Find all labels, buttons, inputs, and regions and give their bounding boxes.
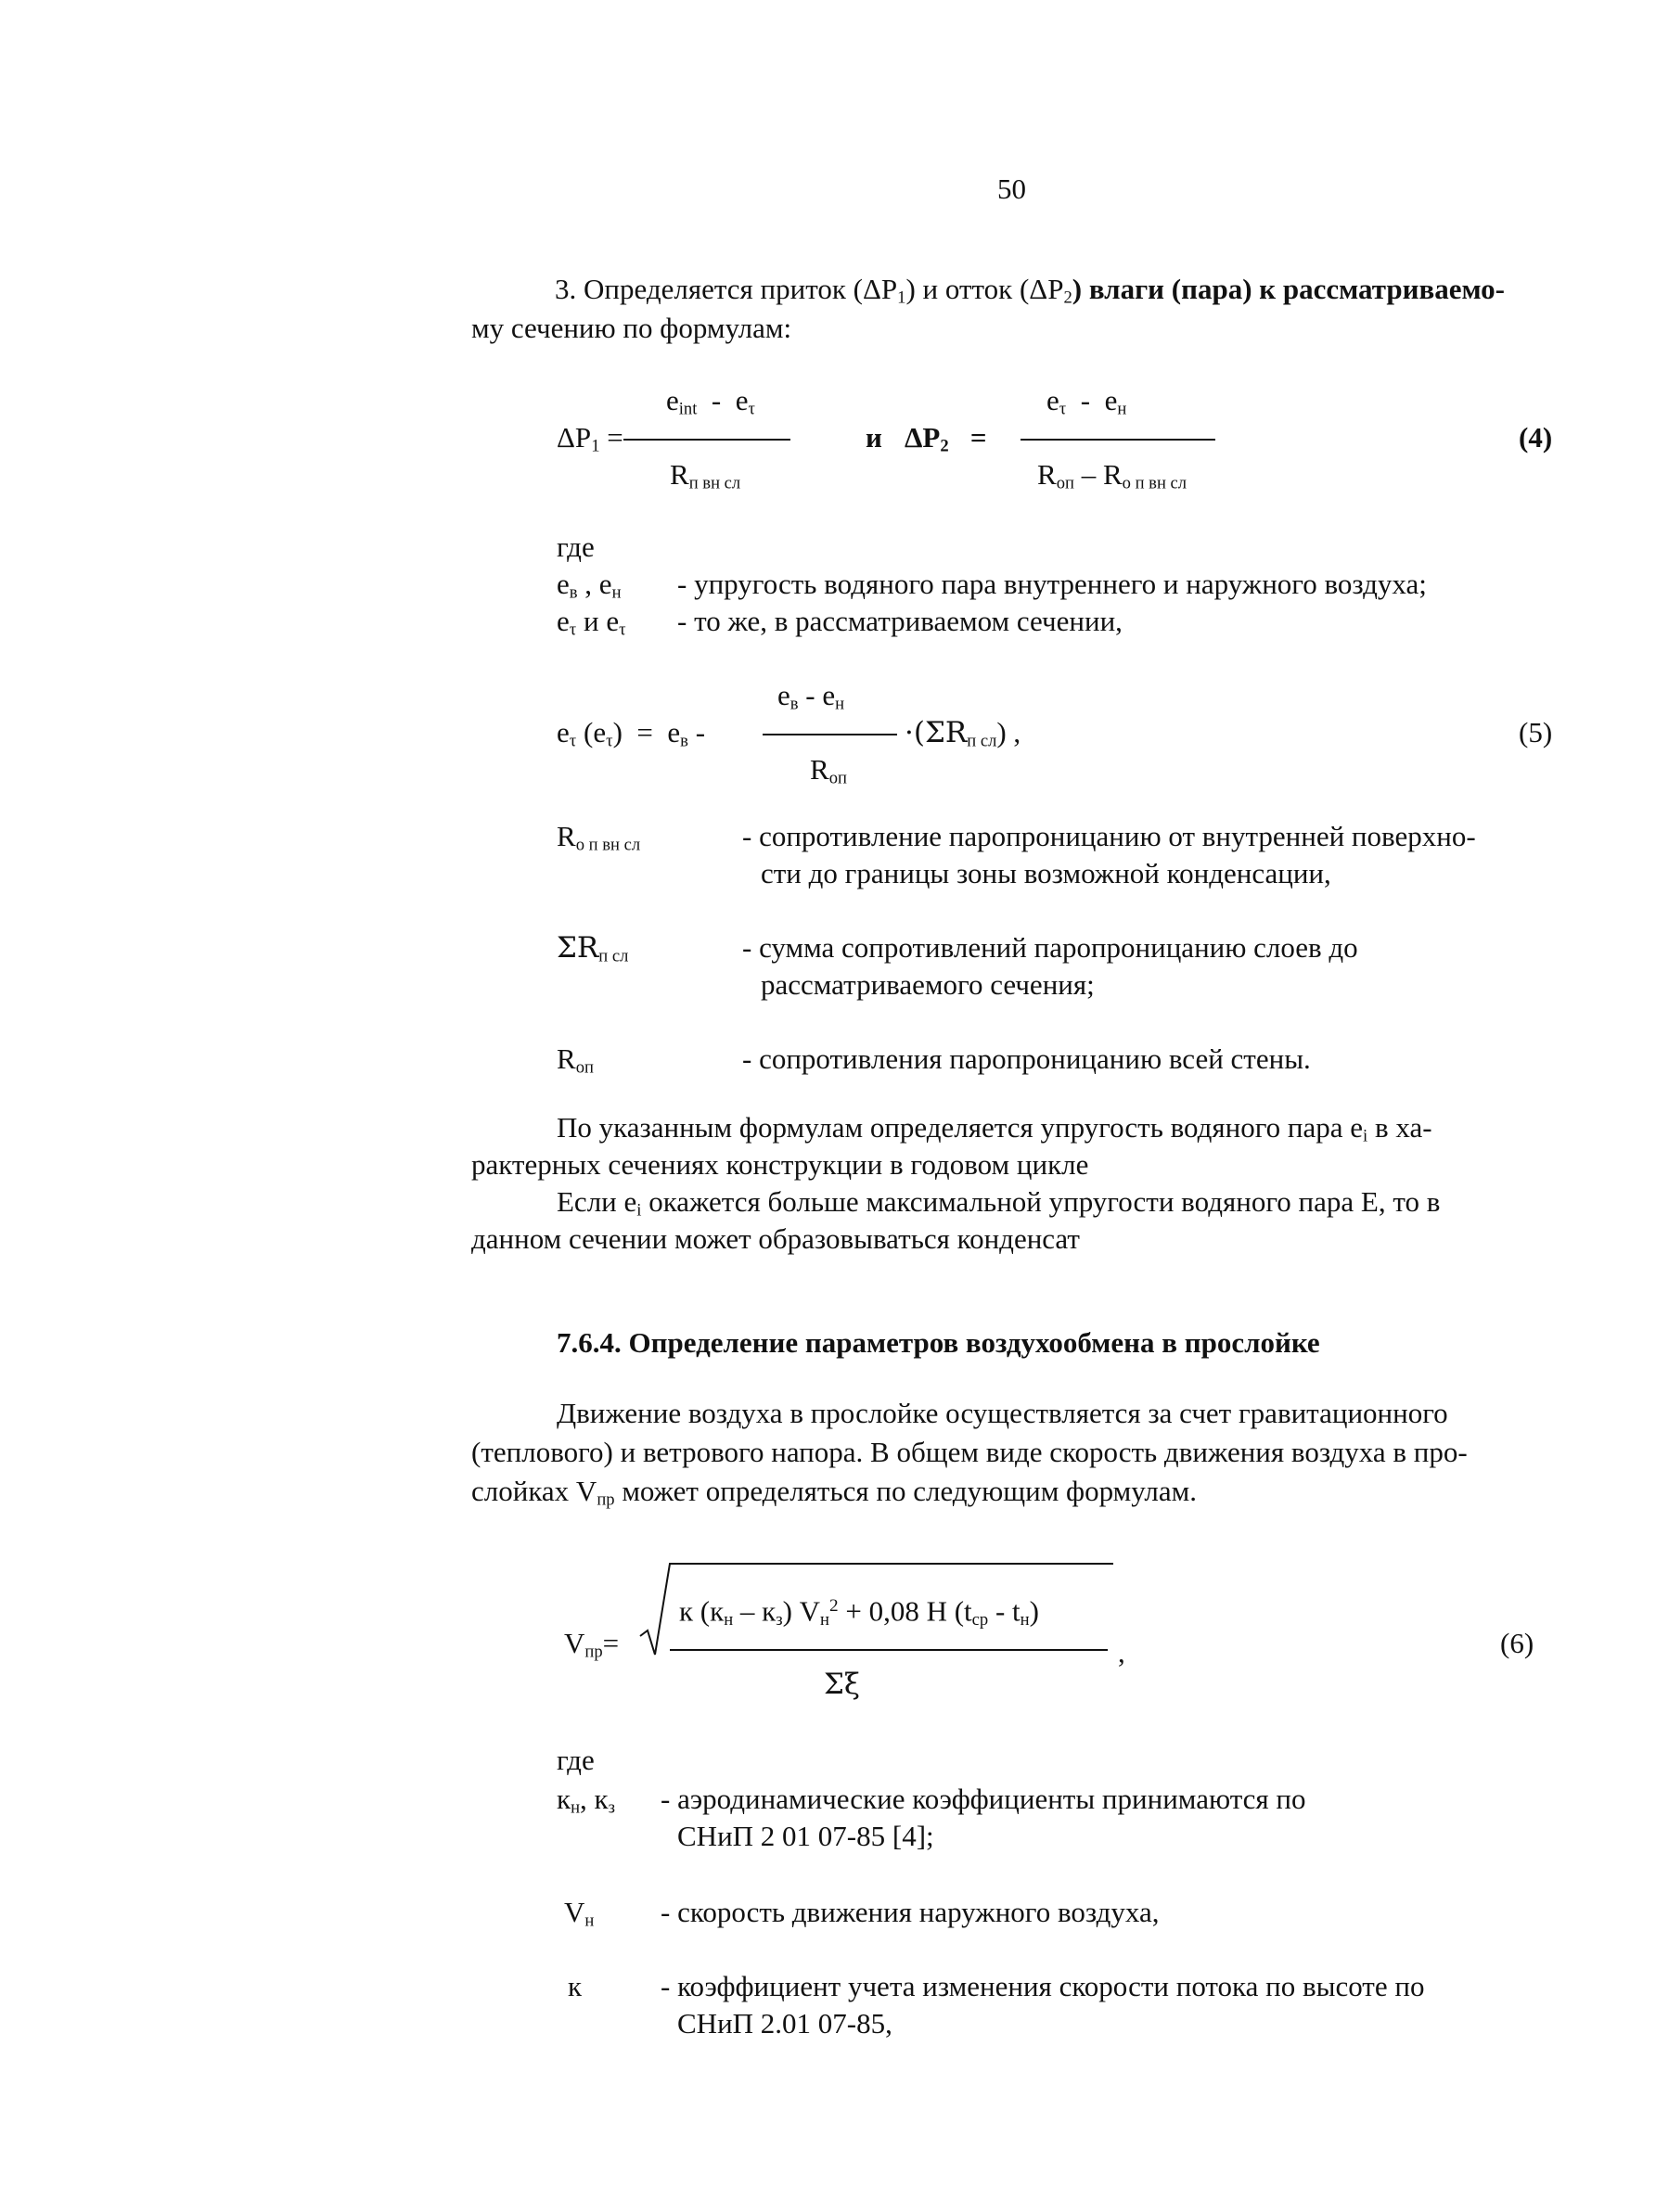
f6-fraction-bar xyxy=(670,1649,1108,1651)
def-et-symbol: $e_\tau$ и $e_\tau$ xyxy=(557,605,626,640)
para1-line2: рактерных сечениях конструкции в годовом цикле xyxy=(471,1148,1089,1181)
para3-line3: слойках $V_{пр}$ может определяться по следующим формулам. xyxy=(471,1475,1198,1510)
f4-left-numerator: $e_{int} - e_\tau$ xyxy=(666,384,755,419)
def-sum-r-text1: - сумма сопротивлений паропроницанию слоев до xyxy=(742,931,1358,964)
def-vn-symbol: $V_н$ xyxy=(564,1896,595,1931)
f4-left-fraction-bar xyxy=(623,439,790,441)
f5-lhs: $e_\tau$ $(e_\tau) = e_в$ - xyxy=(557,716,706,751)
para3-line2: (теплового) и ветрового напора. В общем виде скорость движения воздуха в про- xyxy=(471,1436,1468,1468)
f4-left-lhs: $\Delta P_1$ = xyxy=(557,421,623,456)
f5-fraction-bar xyxy=(763,734,897,735)
f4-conj: и xyxy=(866,421,882,454)
f4-right-fraction-bar xyxy=(1021,439,1215,441)
f4-left-denominator: $R_{п вн сл}$ xyxy=(670,458,741,493)
f6-denominator: Σξ xyxy=(824,1668,860,1701)
f4-right-lhs: $\Delta P_2$ = xyxy=(905,421,987,456)
f5-tail: $\cdot(\Sigma R_{п сл})$ , xyxy=(905,716,1021,751)
f4-right-numerator: $e_\tau - e_н$ xyxy=(1046,384,1127,419)
para2-line1: Если $e_i$ окажется больше максимальной упругости водяного пара E, то в xyxy=(557,1185,1441,1221)
def-sum-r-symbol: $\Sigma R_{п сл}$ xyxy=(557,931,629,966)
def-kn-kz-text2: СНиП 2 01 07-85 [4]; xyxy=(677,1820,934,1852)
f6-comma: , xyxy=(1118,1636,1125,1669)
def-k-symbol: к xyxy=(568,1970,583,2002)
para1-line1: По указанным формулам определяется упругость водяного пара $e_i$ в ха- xyxy=(557,1111,1432,1146)
f4-right-denominator: $R_{оп} - R_{о п вн сл}$ xyxy=(1037,458,1187,493)
def-r-o-symbol: $R_{о п вн сл}$ xyxy=(557,820,641,855)
para3-line1: Движение воздуха в прослойке осуществляется за счет гравитационного xyxy=(557,1397,1448,1429)
def-vn-text1: - скорость движения наружного воздуха, xyxy=(661,1896,1160,1928)
def-k-text2: СНиП 2.01 07-85, xyxy=(677,2007,892,2039)
f5-number: (5) xyxy=(1519,716,1553,748)
step3-line2: му сечению по формулам: xyxy=(471,312,792,344)
def-kn-kz-text1: - аэродинамические коэффициенты принимаются по xyxy=(661,1783,1306,1815)
f6-number: (6) xyxy=(1500,1627,1534,1659)
f5-denominator: $R_{оп}$ xyxy=(810,753,847,788)
page-number: 50 xyxy=(997,173,1026,205)
def-sum-r-text2: рассматриваемого сечения; xyxy=(761,968,1095,1001)
def-r-op-text1: - сопротивления паропроницанию всей стены. xyxy=(742,1042,1311,1075)
where-label-1: где xyxy=(557,531,595,563)
where-label-2: где xyxy=(557,1744,595,1776)
para2-line2: данном сечении может образовываться конденсат xyxy=(471,1222,1080,1255)
def-r-o-text1: - сопротивление паропроницанию от внутренней поверхно- xyxy=(742,820,1476,852)
def-e-symbol: $e_в$ , $e_н$ xyxy=(557,568,622,603)
def-et-text: - то же, в рассматриваемом сечении, xyxy=(677,605,1123,637)
def-r-op-symbol: $R_{оп}$ xyxy=(557,1042,594,1078)
def-r-o-text2: сти до границы зоны возможной конденсации, xyxy=(761,857,1331,889)
f6-lhs: $V_{пр}=$ xyxy=(564,1627,620,1662)
f6-numerator: к $(к_н - к_з) V_н^2 + 0,08$ H $(t_{ср} - t_н)$ xyxy=(679,1594,1039,1630)
section-heading: 7.6.4. Определение параметров воздухообмена в прослойке xyxy=(557,1326,1320,1359)
def-k-text1: - коэффициент учета изменения скорости потока по высоте по xyxy=(661,1970,1425,2002)
def-kn-kz-symbol: $к_н$, $к_з$ xyxy=(557,1783,615,1818)
f4-number: (4) xyxy=(1519,421,1553,454)
step3-line1: 3. Определяется приток $(\Delta P_1)$ и отток $(\Delta P_2)$ влаги (пара) к рассматриваемо- xyxy=(555,273,1505,308)
def-e-text: - упругость водяного пара внутреннего и наружного воздуха; xyxy=(677,568,1427,600)
f5-numerator: $e_в - e_н$ xyxy=(777,679,845,714)
